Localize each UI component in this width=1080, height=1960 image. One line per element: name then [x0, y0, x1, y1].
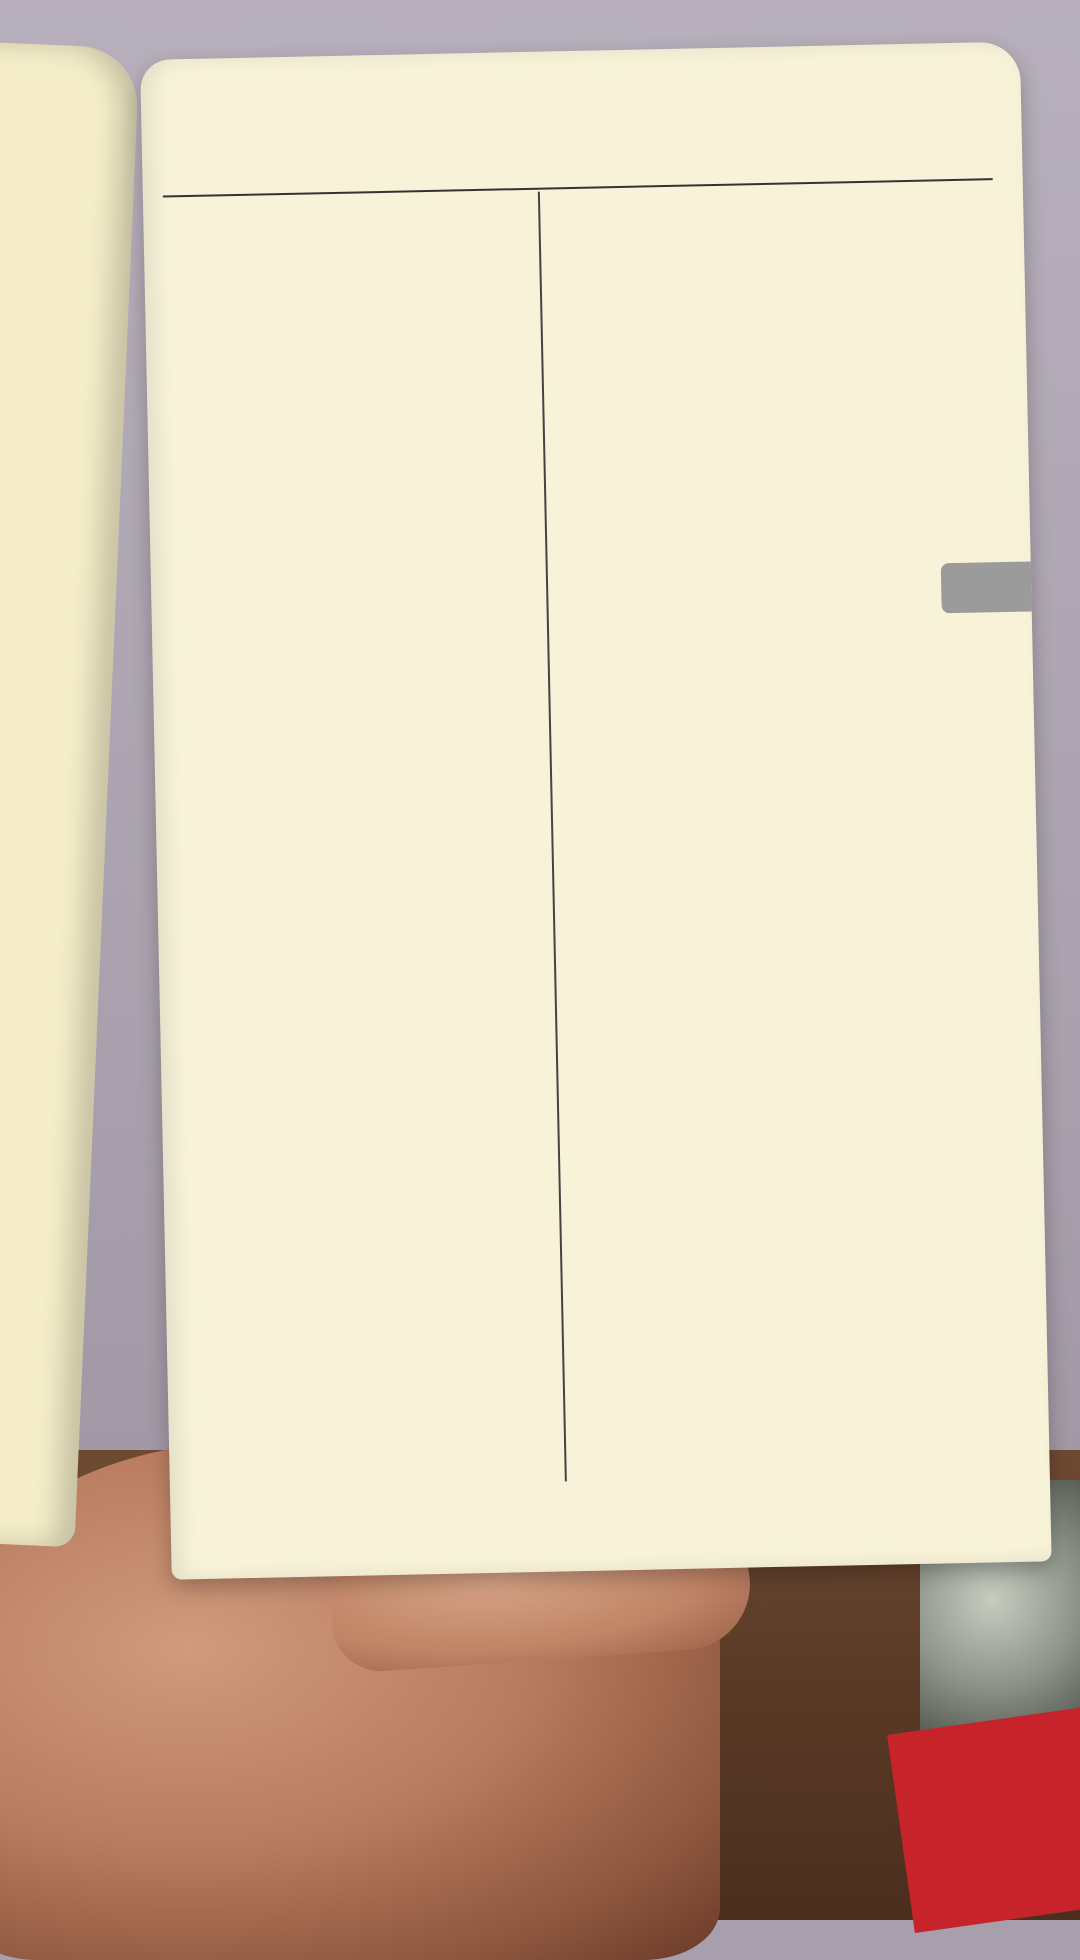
red-object — [887, 1707, 1080, 1933]
thumb-index-tab — [941, 561, 1032, 613]
left-column — [163, 202, 531, 210]
column-divider — [538, 192, 567, 1482]
right-column — [553, 192, 983, 201]
dictionary-page — [140, 42, 1052, 1580]
left-page-text — [0, 192, 121, 198]
